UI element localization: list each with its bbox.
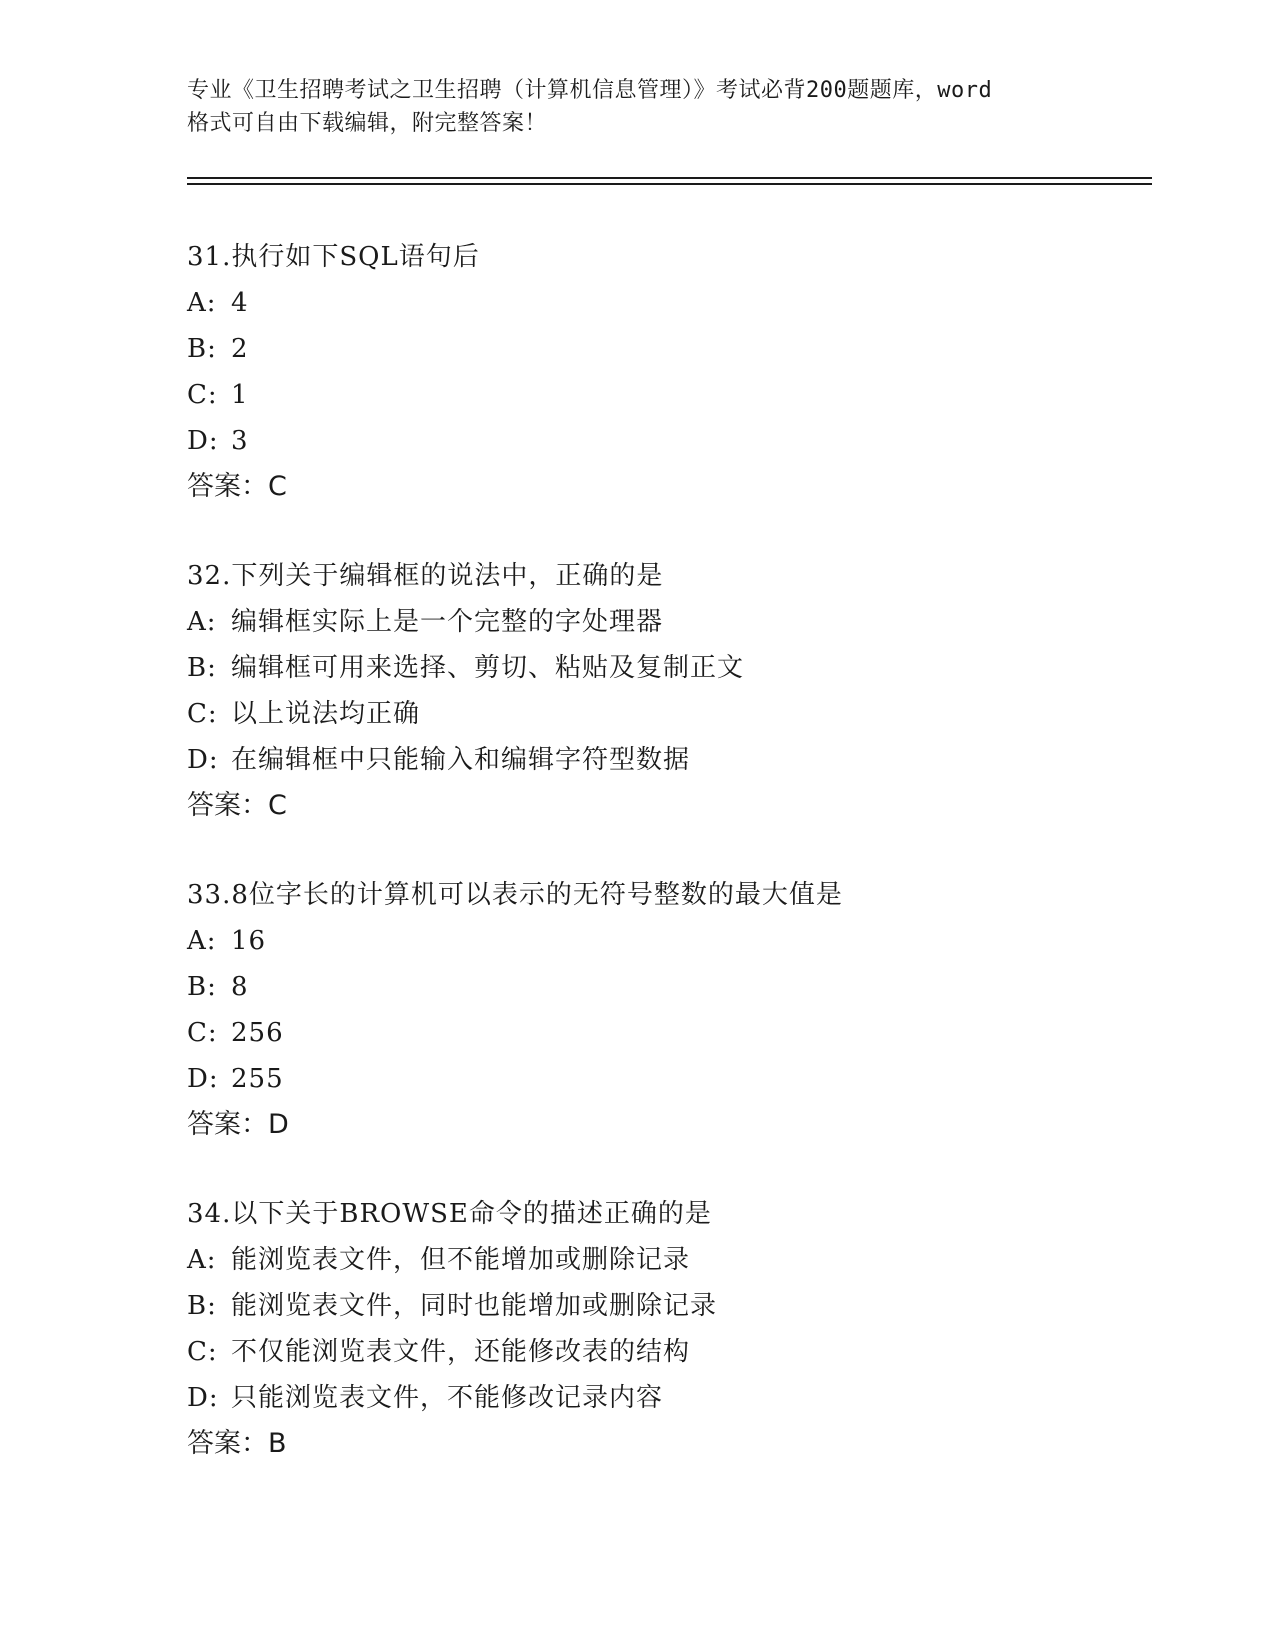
document-header	[187, 74, 1097, 140]
option-label: A:	[187, 1245, 217, 1275]
option-d	[187, 1056, 1147, 1102]
option-a	[187, 280, 1147, 326]
option-a	[187, 1237, 1147, 1283]
option-text: 4	[231, 288, 249, 318]
option-label: A:	[187, 607, 217, 637]
answer-line: 答案：C	[187, 471, 287, 502]
option-text: 以上说法均正确	[231, 699, 421, 729]
option-text: 3	[231, 426, 249, 456]
option-b	[187, 964, 1147, 1010]
option-c	[187, 372, 1147, 418]
question-34	[187, 1191, 1147, 1467]
option-b	[187, 645, 1147, 691]
option-a	[187, 599, 1147, 645]
option-text: 能浏览表文件，同时也能增加或删除记录	[231, 1291, 718, 1321]
option-label: A:	[187, 926, 217, 956]
question-list	[187, 234, 1147, 1510]
option-text: 1	[231, 380, 249, 410]
question-stem: 31.执行如下SQL语句后	[187, 242, 480, 272]
option-label: C:	[187, 1018, 218, 1048]
option-text: 编辑框实际上是一个完整的字处理器	[231, 607, 664, 637]
option-c	[187, 1010, 1147, 1056]
question-33	[187, 872, 1147, 1148]
option-d	[187, 418, 1147, 464]
option-label: B:	[187, 1291, 217, 1321]
answer-line: 答案：B	[187, 1428, 287, 1459]
option-text: 编辑框可用来选择、剪切、粘贴及复制正文	[231, 653, 745, 683]
option-label: D:	[187, 426, 219, 456]
option-text: 能浏览表文件，但不能增加或删除记录	[231, 1245, 691, 1275]
answer-line: 答案：D	[187, 1109, 289, 1140]
option-label: B:	[187, 334, 217, 364]
question-stem: 34.以下关于BROWSE命令的描述正确的是	[187, 1199, 712, 1229]
header-divider-top	[187, 177, 1152, 179]
option-label: C:	[187, 380, 218, 410]
option-a	[187, 918, 1147, 964]
option-label: B:	[187, 972, 217, 1002]
option-b	[187, 326, 1147, 372]
answer-line: 答案：C	[187, 790, 287, 821]
question-31	[187, 234, 1147, 510]
option-d	[187, 737, 1147, 783]
option-text: 只能浏览表文件，不能修改记录内容	[231, 1383, 664, 1413]
option-text: 256	[231, 1018, 284, 1048]
option-label: D:	[187, 745, 219, 775]
header-divider-bottom	[187, 183, 1152, 185]
option-text: 不仅能浏览表文件，还能修改表的结构	[231, 1337, 691, 1367]
header-line-2: 格式可自由下载编辑，附完整答案！	[187, 111, 548, 136]
option-text: 16	[231, 926, 267, 956]
option-text: 8	[231, 972, 249, 1002]
option-text: 在编辑框中只能输入和编辑字符型数据	[231, 745, 691, 775]
option-label: D:	[187, 1383, 219, 1413]
option-label: B:	[187, 653, 217, 683]
question-32	[187, 553, 1147, 829]
option-b	[187, 1283, 1147, 1329]
question-stem: 33.8位字长的计算机可以表示的无符号整数的最大值是	[187, 880, 843, 910]
question-stem: 32.下列关于编辑框的说法中，正确的是	[187, 561, 664, 591]
option-c	[187, 691, 1147, 737]
header-line-1: 专业《卫生招聘考试之卫生招聘（计算机信息管理）》考试必背200题题库，word	[187, 78, 993, 103]
option-label: A:	[187, 288, 217, 318]
option-text: 2	[231, 334, 249, 364]
option-d	[187, 1375, 1147, 1421]
option-text: 255	[231, 1064, 284, 1094]
option-label: C:	[187, 699, 218, 729]
option-label: D:	[187, 1064, 219, 1094]
option-c	[187, 1329, 1147, 1375]
option-label: C:	[187, 1337, 218, 1367]
